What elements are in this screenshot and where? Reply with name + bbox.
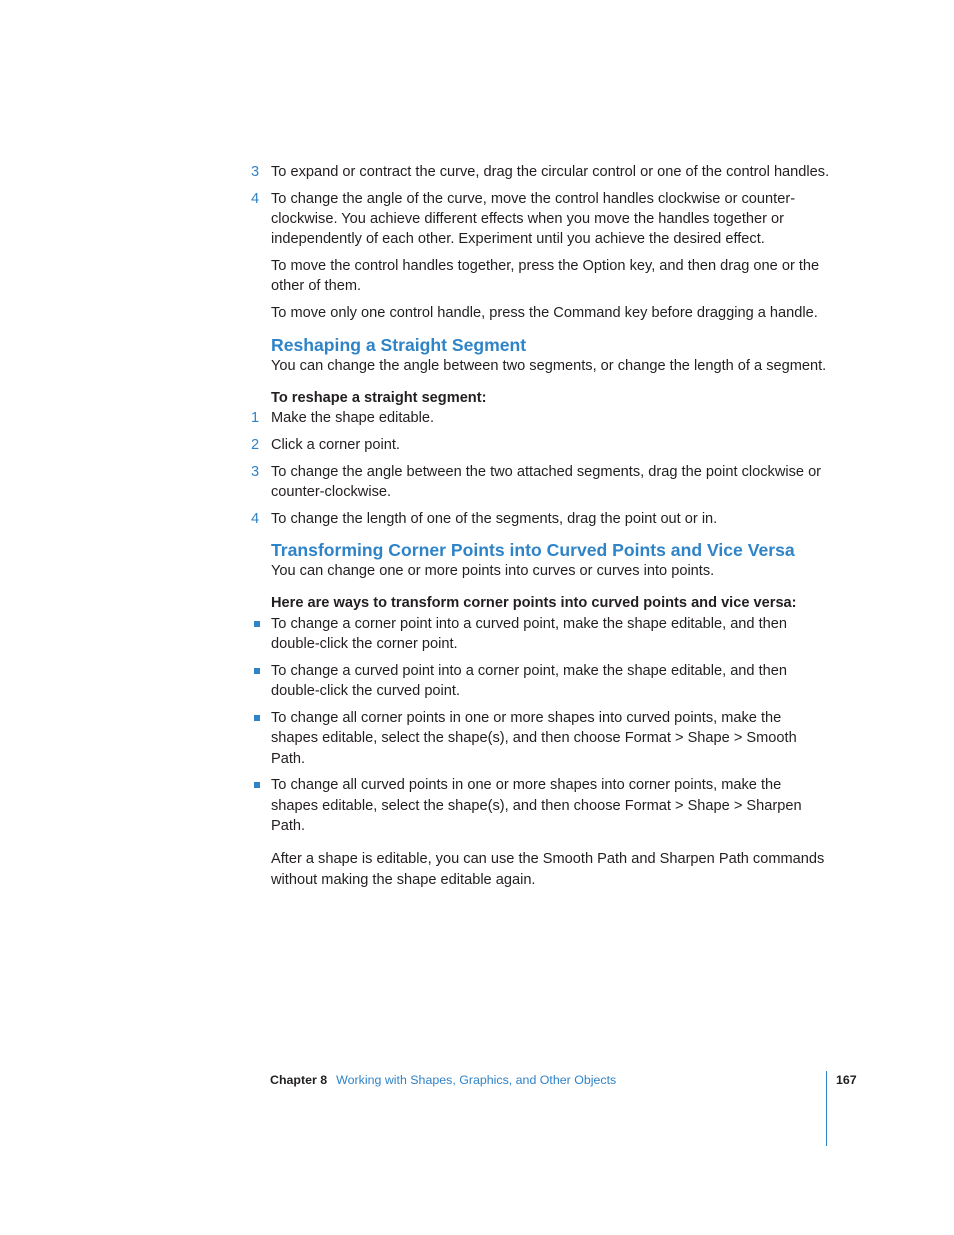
step-item: [251, 408, 831, 428]
note-paragraph: To move the control handles together, press the Option key, and then drag one or the other of them.: [271, 258, 820, 295]
step-number: 4: [251, 510, 260, 527]
square-bullet-icon: [254, 715, 260, 721]
step-number: 3: [251, 164, 260, 180]
step-text: Click a corner point.: [271, 436, 400, 453]
step-number: 3: [251, 463, 260, 480]
step-number: 1: [251, 410, 260, 427]
footer-rule: [826, 1071, 827, 1146]
step-text: To expand or contract the curve, drag the circular control or one of the control handles.: [271, 164, 830, 180]
bullet-text: To change a curved point into a corner point, make the shape editable, and then double-click the curved point.: [271, 662, 787, 700]
task-heading: To reshape a straight segment:: [271, 389, 487, 406]
bullet-item: [271, 775, 831, 836]
bullet-text: To change all curved points in one or more shapes into corner points, make the shapes editable, select the shape(s), and then choose Format > Shape > Sharpen Path.: [271, 777, 802, 834]
section-intro: You can change one or more points into curves or curves into points.: [271, 563, 715, 580]
section-heading-reshaping: Reshaping a Straight Segment: [271, 334, 527, 355]
step-text: Make the shape editable.: [271, 410, 435, 427]
bullet-item: [271, 614, 831, 655]
task-heading: Here are ways to transform corner points into curved points and vice versa:: [271, 595, 797, 612]
page-content: [251, 162, 831, 896]
step-text: To change the length of one of the segments, drag the point out or in.: [271, 510, 718, 527]
step-item: [251, 189, 831, 250]
chapter-title: Working with Shapes, Graphics, and Other Objects: [336, 1073, 617, 1087]
closing-paragraph: After a shape is editable, you can use the Smooth Path and Sharpen Path commands without making the shape editable again.: [271, 851, 825, 888]
step-text: To change the angle of the curve, move the control handles clockwise or counter-clockwise. You achieve different effects when you move the handles together or independently of each other. Experiment until you achieve the desired effect.: [271, 190, 796, 248]
step-item: [251, 462, 831, 503]
page-footer: [270, 1072, 616, 1088]
step-item: [251, 162, 831, 182]
step-text: To change the angle between the two attached segments, drag the point clockwise or counter-clockwise.: [271, 463, 822, 501]
bullet-text: To change a corner point into a curved point, make the shape editable, and then double-click the corner point.: [271, 615, 787, 653]
square-bullet-icon: [254, 621, 260, 627]
note-paragraph: To move only one control handle, press the Command key before dragging a handle.: [271, 305, 818, 322]
section-heading-transforming: Transforming Corner Points into Curved Points and Vice Versa: [271, 540, 795, 561]
step-item: [251, 509, 831, 529]
step-number: 2: [251, 436, 260, 453]
bullet-item: [271, 661, 831, 702]
page-number: 167: [836, 1073, 857, 1087]
section-intro: You can change the angle between two segments, or change the length of a segment.: [271, 357, 827, 374]
square-bullet-icon: [254, 782, 260, 788]
step-item: [251, 435, 831, 455]
step-number: 4: [251, 190, 260, 207]
bullet-item: [271, 708, 831, 769]
square-bullet-icon: [254, 668, 260, 674]
bullet-text: To change all corner points in one or more shapes into curved points, make the shapes editable, select the shape(s), and then choose Format > Shape > Smooth Path.: [271, 709, 797, 767]
chapter-label: Chapter 8: [270, 1073, 328, 1087]
